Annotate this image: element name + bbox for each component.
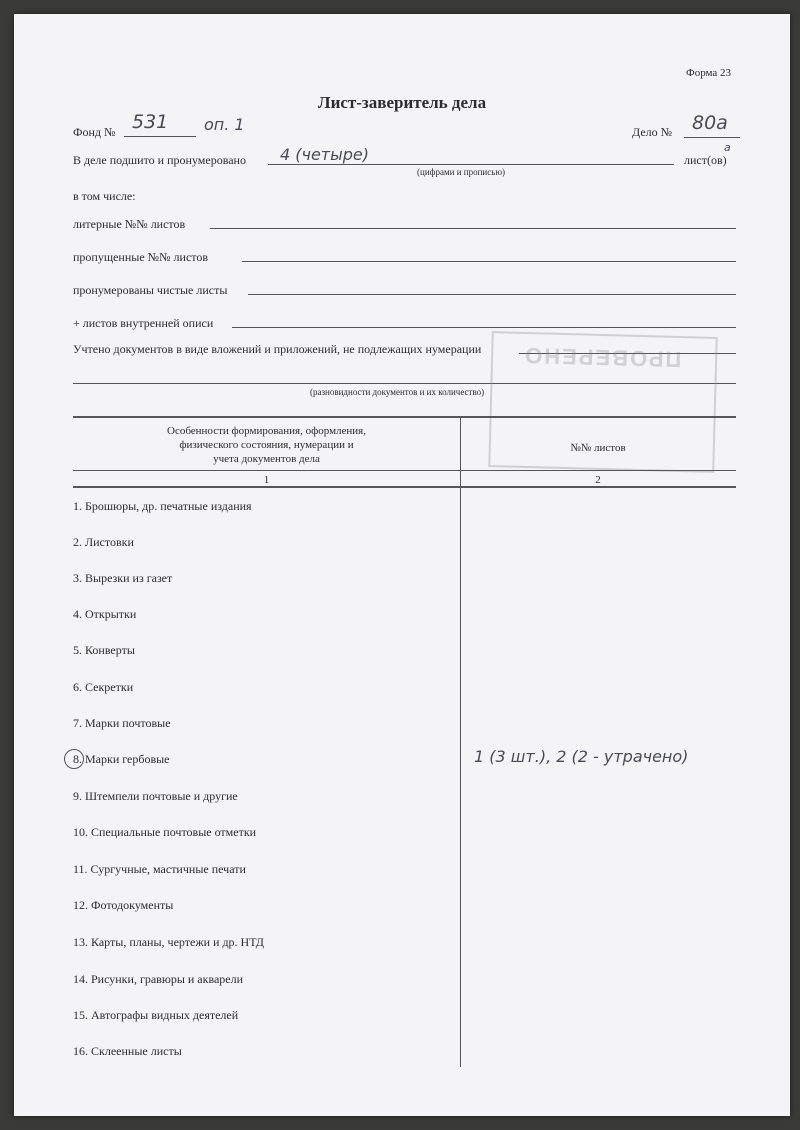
opis-value: оп. 1	[204, 115, 245, 134]
field-label-inventory: + листов внутренней описи	[73, 316, 214, 330]
fond-underline	[124, 136, 196, 137]
fond-label: Фонд №	[73, 125, 116, 139]
col1-number: 1	[263, 474, 270, 486]
table-row: 2. Листовки	[73, 535, 134, 549]
sewn-hint: (цифрами и прописью)	[417, 167, 506, 177]
table-row: 14. Рисунки, гравюры и акварели	[73, 972, 244, 986]
table-top-border	[73, 416, 736, 418]
table-row: 1. Брошюры, др. печатные издания	[73, 499, 252, 513]
field-label-blank: пронумерованы чистые листы	[73, 283, 228, 297]
field-line-literal	[210, 228, 736, 229]
column-divider	[460, 417, 461, 1067]
row8-note: 1 (3 шт.), 2 (2 - утрачено)	[474, 747, 689, 766]
stamp-text: ПРОВЕРЕНО	[522, 342, 682, 373]
kinds-hint: (разновидности документов и их количество)	[310, 387, 485, 397]
sheets-suffix: лист(ов)	[684, 153, 727, 167]
table-row: 6. Секретки	[73, 680, 134, 694]
table-row: 13. Карты, планы, чертежи и др. НТД	[73, 935, 264, 949]
table-row: 11. Сургучные, мастичные печати	[73, 862, 246, 876]
table-row: 3. Вырезки из газет	[73, 571, 173, 585]
col2-number: 2	[595, 474, 601, 486]
col2-header: №№ листов	[570, 442, 626, 454]
table-row: 4. Открытки	[73, 607, 137, 621]
table-row: 5. Конверты	[73, 643, 135, 657]
table-row: 8. Марки гербовые	[73, 752, 170, 766]
sewn-label: В деле подшито и пронумеровано	[73, 153, 246, 167]
table-row: 12. Фотодокументы	[73, 898, 174, 912]
table-row: 10. Специальные почтовые отметки	[73, 825, 257, 839]
col1-header-line-3: учета документов дела	[213, 453, 320, 465]
table-row: 16. Склеенные листы	[73, 1044, 182, 1058]
table-row: 15. Автографы видных деятелей	[73, 1008, 239, 1022]
col1-header-line-1: Особенности формирования, оформления,	[167, 425, 366, 437]
field-line-inventory	[232, 327, 736, 328]
form-number: Форма 23	[686, 67, 732, 79]
field-line-blank	[248, 294, 736, 295]
certificate-sheet	[14, 14, 790, 1116]
page-title: Лист-заверитель дела	[317, 93, 487, 112]
numbers-divider	[73, 486, 736, 488]
table-row: 9. Штемпели почтовые и другие	[73, 789, 238, 803]
table-row: 7. Марки почтовые	[73, 716, 171, 730]
field-label-missing: пропущенные №№ листов	[73, 250, 209, 264]
field-label-literal: литерные №№ листов	[73, 217, 186, 231]
delo-label: Дело №	[632, 125, 673, 139]
field-label-attachments: Учтено документов в виде вложений и приложений, не подлежащих нумерации	[73, 342, 482, 356]
fond-value: 531	[132, 111, 169, 133]
header-divider	[73, 470, 736, 471]
sewn-underline	[268, 164, 674, 165]
delo-value: 80а	[692, 112, 728, 134]
col1-header	[73, 424, 460, 466]
sheets-suffix-mark: а	[724, 141, 731, 154]
sewn-value: 4 (четыре)	[280, 145, 369, 164]
delo-underline	[684, 137, 740, 138]
including-label: в том числе:	[73, 189, 136, 203]
field-line-missing	[242, 261, 736, 262]
col1-header-line-2: физического состояния, нумерации и	[179, 439, 354, 451]
